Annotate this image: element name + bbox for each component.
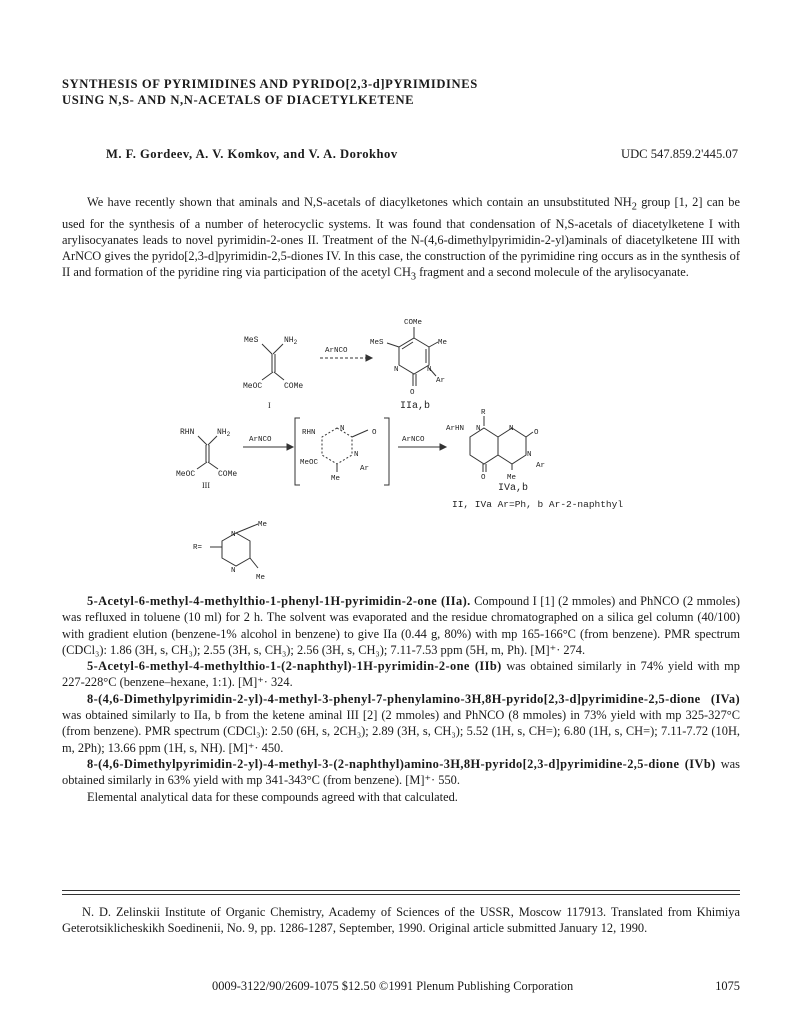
intro-sub-2: 3	[410, 271, 417, 283]
compound-III	[176, 428, 237, 490]
s1-mes: MeS	[244, 336, 259, 345]
elemental-analysis-note	[62, 789, 740, 805]
footnote-rule-bottom	[62, 894, 740, 895]
intro-part-2: group [1, 2] can be used for the synthesis of a number of heterocyclic systems. It was found that condensation of N,S-acetals of diacetylketene I with arylisocyanates leads to novel pyrimidin-2-ones II. Treatment of the N-(4,6-dimethylpyrimidin-2-yl)aminals of diacetylketene III with ArNCO gives the pyrido[2,3-d]pyrimidin-2,5-diones IV. In this case, the construction of the pyrimidine ring occurs as in the synthesis of II and formation of the pyridine ring via participation of the acetyl CH	[62, 195, 740, 280]
reaction-scheme	[0, 310, 796, 585]
experimental-section	[62, 593, 740, 805]
compound-I	[243, 336, 303, 410]
r-n1: N	[231, 531, 236, 539]
elemental-analysis-text: Elemental analytical data for these compounds agreed with that calculated.	[87, 789, 458, 804]
p2-n3: N	[527, 451, 532, 459]
int-n: N	[340, 425, 345, 433]
intro-sub-1: 2	[631, 201, 637, 213]
compound-name-IVb: 8-(4,6-Dimethylpyrimidin-2-yl)-4-methyl-3-(2-naphthyl)amino-3H,8H-pyrido[2,3-d]pyrimidine-2,5-dione (IVb)	[87, 756, 716, 771]
p2-o1: O	[534, 429, 539, 437]
p2-o2: O	[481, 474, 486, 482]
s2-meoc: MeOC	[176, 470, 196, 479]
p1-dbl-1	[402, 342, 413, 349]
r-bond-me1	[236, 524, 258, 533]
s2-label: III	[202, 481, 210, 490]
p2-bond-o1	[526, 432, 533, 437]
s1-bond-1	[262, 344, 272, 354]
int-o: O	[372, 429, 377, 437]
r-me1: Me	[258, 521, 268, 529]
s1-come: COMe	[284, 382, 304, 391]
s2-bond-2	[208, 436, 217, 445]
s2-bond-5	[197, 462, 207, 469]
s1-label: I	[268, 401, 271, 410]
page-number: 1075	[715, 979, 740, 993]
p1-ar: Ar	[436, 377, 446, 385]
p2-label: IVa,b	[498, 483, 529, 494]
s1-nh2: $NH_2$	[284, 336, 298, 346]
p2-arhn: ArHN	[446, 425, 465, 433]
compound-name-IIa: 5-Acetyl-6-methyl-4-methylthio-1-phenyl-1H-pyrimidin-2-one (IIa).	[87, 594, 471, 608]
r-n2: N	[231, 567, 236, 575]
s1-meoc: MeOC	[243, 382, 263, 391]
authors: M. F. Gordeev, A. V. Komkov, and V. A. Dorokhov	[106, 147, 398, 161]
r-ring	[222, 533, 250, 566]
footnote-rule-top	[62, 890, 740, 891]
s1-reagent: ArNCO	[325, 347, 348, 355]
procedure-IVa	[62, 691, 740, 756]
article-title	[62, 76, 742, 108]
product-IV	[446, 409, 545, 494]
s1-bond-5	[262, 372, 273, 380]
p2-n2: N	[509, 425, 514, 433]
r-me2: Me	[256, 574, 266, 582]
p1-n2: N	[427, 366, 432, 374]
int-n2: N	[354, 451, 359, 459]
p2-ring-1	[470, 428, 498, 464]
p1-come: COMe	[404, 319, 423, 327]
procedure-IIa	[62, 593, 740, 658]
compound-name-IVa: 8-(4,6-Dimethylpyrimidin-2-yl)-4-methyl-3-phenyl-7-phenylamino-3H,8H-pyrido[2,3-d]pyrimidine-2,5-dione (IVa)	[87, 691, 740, 706]
procedure-text-IIb: was obtained similarly in 74% yield with mp 227-228°C (benzene–hexane, 1:1). [M]⁺· 324.	[62, 659, 740, 690]
p2-me: Me	[507, 474, 517, 482]
arrow-2-head	[287, 444, 293, 450]
r-bond-me2	[250, 558, 258, 568]
p1-bond-mes	[387, 343, 399, 347]
p2-n1: N	[476, 425, 481, 433]
intro-part-1: We have recently shown that aminals and N,S-acetals of diacylketones which contain an unsubstituted NH	[87, 195, 632, 209]
r-substituent	[193, 521, 267, 582]
p1-label: IIa,b	[400, 401, 431, 412]
title-line-1: SYNTHESIS OF PYRIMIDINES AND PYRIDO[2,3-d]PYRIMIDINES	[62, 77, 478, 91]
s2-come: COMe	[218, 470, 238, 479]
s1-bond-6	[274, 372, 284, 380]
arrow-1-head	[366, 355, 372, 361]
intro-paragraph	[62, 194, 740, 286]
s2-bond-1	[198, 436, 207, 445]
scheme-legend: II, IVa Ar=Ph, b Ar-2-naphthyl	[452, 499, 624, 510]
p2-r: R	[481, 409, 486, 417]
title-line-2: USING N,S- AND N,N-ACETALS OF DIACETYLKETENE	[62, 93, 415, 107]
s1-bond-2	[273, 344, 283, 354]
arrow-3-head	[440, 444, 446, 450]
s2-rhn: RHN	[180, 428, 195, 437]
udc-code: UDC 547.859.2'445.07	[620, 147, 738, 161]
s3-reagent: ArNCO	[402, 436, 425, 444]
p1-o: O	[410, 389, 415, 397]
s2-bond-6	[208, 462, 218, 469]
copyright-footer: 0009-3122/90/2609-1075 $12.50 ©1991 Plenum Publishing Corporation	[212, 979, 574, 993]
compound-name-IIb: 5-Acetyl-6-methyl-4-methylthio-1-(2-naphthyl)-1H-pyrimidin-2-one (IIb)	[87, 659, 502, 674]
int-ar: Ar	[360, 465, 370, 473]
bracket-left	[295, 418, 300, 485]
int-rhn: RHN	[302, 429, 316, 437]
p1-n1: N	[394, 366, 399, 374]
s2-reagent: ArNCO	[249, 436, 272, 444]
p1-mes: MeS	[370, 339, 384, 347]
procedure-IVb	[62, 756, 740, 789]
procedure-text-IVb: was obtained similarly in 63% yield with mp 341-343°C (from benzene). [M]⁺· 550.	[62, 756, 740, 788]
p2-ring-2	[498, 428, 526, 464]
int-bond-o	[352, 430, 368, 437]
procedure-text-IIa: Compound I [1] (2 mmoles) and PhNCO (2 mmoles) was refluxed in toluene (10 ml) for 2 h. The solvent was evaporated and the residue chromatographed on a silica gel column (40/100) with gradient elution (benzene-1% alcohol in benzene) to give IIa (0.44 g, 80%) with mp 165-166°C (from benzene). PMR spectrum (CDCl₃): 1.86 (3H, s, CH₃); 2.55 (3H, s, CH₃); 2.56 (3H, s, CH₃); 7.11-7.53 ppm (5H, m, Ph). [M]⁺· 274.	[62, 594, 740, 657]
procedure-IIb	[62, 658, 740, 691]
p1-bond-me	[429, 342, 438, 347]
int-ring	[322, 428, 352, 464]
p1-me: Me	[438, 339, 448, 347]
s2-nh2: $NH_2$	[217, 428, 231, 438]
p1-ring	[399, 338, 429, 374]
int-me: Me	[331, 475, 341, 483]
int-meoc: MeOC	[300, 459, 319, 467]
procedure-text-IVa: was obtained similarly to IIa, b from the ketene aminal III [2] (2 mmoles) and PhNCO (8 mmoles) in 73% yield with mp 325-327°C (from benzene). PMR spectrum (CDCl₃): 2.50 (6H, s, 2CH₃); 2.89 (3H, s, CH₃); 5.52 (1H, s, CH=); 6.80 (1H, s, CH=); 7.11-7.72 (10H, m, 2Ph); 13.66 ppm (1H, s, NH). [M]⁺· 450.	[62, 708, 740, 755]
r-label: R=	[193, 544, 203, 552]
intermediate	[295, 418, 389, 485]
intro-part-3: fragment and a second molecule of the arylisocyanate.	[416, 265, 689, 280]
p2-ar: Ar	[536, 462, 546, 470]
institution-footnote: N. D. Zelinskii Institute of Organic Chemistry, Academy of Sciences of the USSR, Moscow 117913. Translated from Khimiya Geterotsiklicheskikh Soedinenii, No. 9, pp. 1286-1287, September, 1990. Original article submitted January 12, 1990.	[62, 905, 740, 936]
bracket-right	[384, 418, 389, 485]
product-II	[370, 319, 447, 412]
